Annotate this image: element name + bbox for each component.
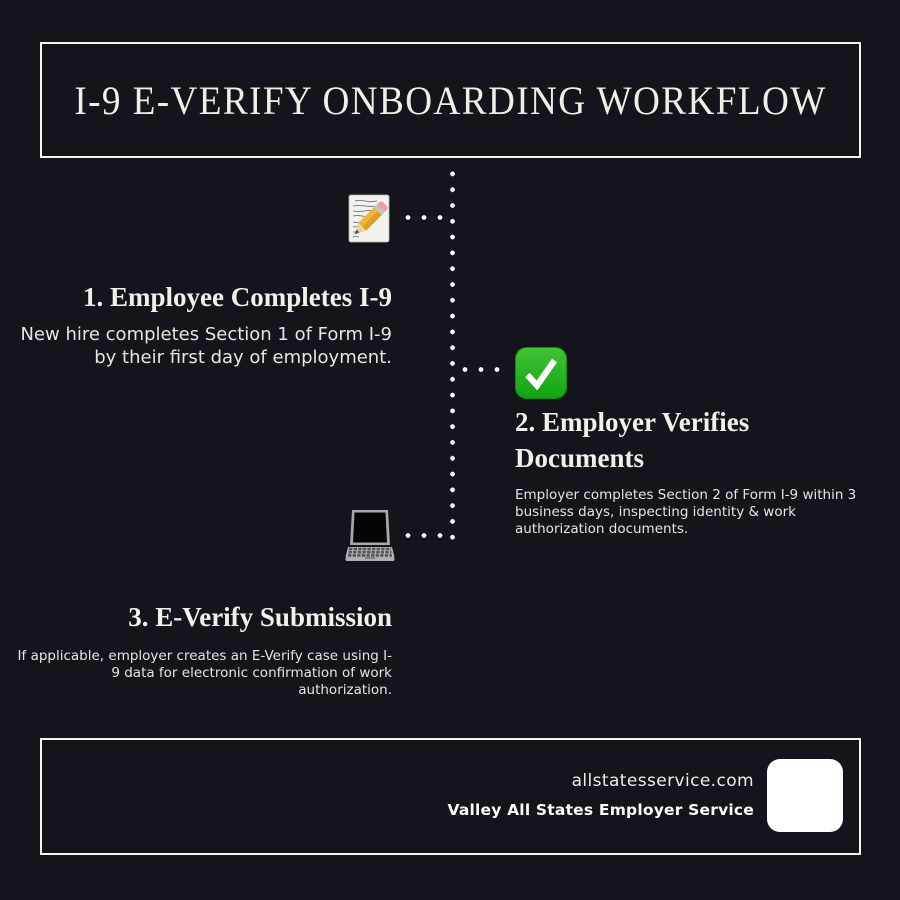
check-mark-icon (515, 347, 567, 403)
step-2-description: Employer completes Section 2 of Form I-9 within 3 business days, inspecting identity & work authorization documents. (515, 487, 857, 537)
company-logo-placeholder (767, 759, 843, 832)
step-2-block (515, 404, 887, 538)
step-3-heading: 3. E-Verify Submission (128, 602, 392, 632)
timeline-vertical-dotted-line (449, 166, 456, 546)
laptop-icon (343, 507, 397, 567)
memo-pencil-icon (345, 193, 395, 249)
step1-connector-dots (400, 214, 452, 221)
step-3-block (14, 599, 392, 699)
footer-company-name: Valley All States Employer Service (447, 801, 754, 819)
step-1-block (17, 279, 392, 369)
step2-connector-dots (457, 366, 509, 373)
step-1-description: New hire completes Section 1 of Form I-9 by their first day of employment. (20, 324, 392, 368)
step3-connector-dots (400, 532, 452, 539)
title-frame (40, 42, 861, 158)
step-3-description: If applicable, employer creates an E-Verify case using I-9 data for electronic confirmation of work authorization. (17, 648, 392, 698)
footer-frame (40, 738, 861, 855)
step-2-heading: 2. Employer Verifies Documents (515, 407, 750, 473)
step-1-heading: 1. Employee Completes I-9 (83, 282, 392, 312)
footer-website: allstatesservice.com (571, 771, 754, 791)
page-title: I-9 E-VERIFY ONBOARDING WORKFLOW (74, 77, 827, 123)
footer-text-block (447, 771, 754, 819)
